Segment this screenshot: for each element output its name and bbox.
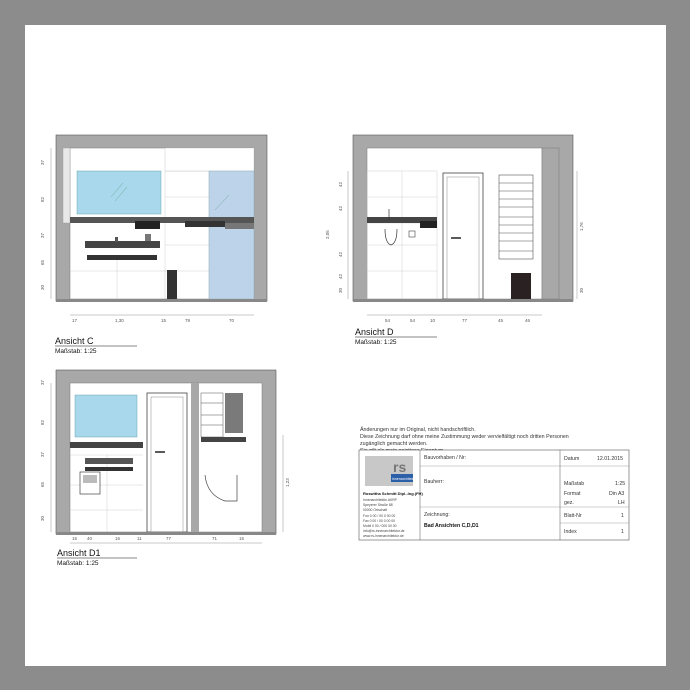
dim-d-l4: 42	[338, 251, 343, 257]
dim-c-b5: 70	[229, 318, 235, 323]
drawing-sheet	[25, 25, 666, 666]
value-datum: 12.01.2015	[597, 456, 623, 462]
niche-c	[135, 221, 160, 229]
dim-d1-b6: 71	[212, 536, 218, 541]
dim-d-l3: 2,05	[325, 230, 330, 239]
dim-c-l4: 65	[40, 259, 45, 265]
dim-d1-b5: 77	[166, 536, 172, 541]
label-blatt: Blatt-Nr	[564, 513, 582, 519]
firm-line-5: Fax 0 00 / 00 0 00 00	[363, 519, 396, 523]
label-bauherr: Bauherr:	[424, 479, 444, 485]
dim-c-b3: 15	[161, 318, 167, 323]
dim-c-l2: 82	[40, 196, 45, 202]
dim-d-l6: 30	[338, 287, 343, 293]
elevation-d1	[40, 370, 290, 567]
firm-line-4: Fon 0 00 / 00 0 00 00	[363, 514, 396, 518]
dim-c-b4: 79	[185, 318, 191, 323]
dim-d-b5: 45	[498, 318, 504, 323]
value-format: Din A3	[609, 491, 625, 497]
firm-line-6: Mobil 0 00 / 000 00 00	[363, 524, 397, 528]
washbasin-c	[85, 241, 160, 248]
dim-d-b1: 54	[385, 318, 391, 323]
logo-letters: rs	[393, 459, 407, 475]
view-title-d: Ansicht D	[355, 327, 394, 337]
dim-d1-l1: 37	[40, 379, 45, 385]
value-index: 1	[621, 529, 624, 535]
bin-c	[167, 270, 177, 299]
dim-d-r2: 30	[579, 287, 584, 293]
dim-c-l3: 37	[40, 232, 45, 238]
label-zeichnung: Zeichnung:	[424, 512, 450, 518]
upper-wall-c	[165, 148, 254, 171]
dim-c-l1: 37	[40, 159, 45, 165]
washbasin-d1	[85, 458, 133, 464]
drawing-canvas	[25, 25, 666, 666]
dim-d1-l5: 30	[40, 515, 45, 521]
note-line-1: Änderungen nur im Original, nicht handschriftlich.	[360, 427, 476, 433]
view-scale-d1: Maßstab: 1:25	[57, 560, 99, 567]
firm-line-1: Innenarchitektin AKRP	[363, 498, 397, 502]
elevation-c	[40, 135, 267, 355]
mirror-c	[77, 171, 161, 214]
label-bauvorhaben: Bauvorhaben / Nr:	[424, 455, 467, 461]
title-block	[359, 450, 629, 540]
view-title-c: Ansicht C	[55, 336, 94, 346]
view-scale-c: Maßstab: 1:25	[55, 348, 97, 355]
dim-d1-l2: 82	[40, 419, 45, 425]
dim-d1-b1: 15	[72, 536, 78, 541]
dim-d-b4: 77	[462, 318, 468, 323]
dim-d1-b3: 16	[115, 536, 121, 541]
firm-line-2: Speyerer Straße 88	[363, 503, 393, 507]
label-massstab: Maßstab	[564, 481, 585, 487]
dim-d-l5: 42	[338, 273, 343, 279]
glass-shower-panel-c	[209, 171, 254, 299]
dim-d1-l4: 65	[40, 481, 45, 487]
dim-d1-b2: 40	[87, 536, 93, 541]
view-title-d1: Ansicht D1	[57, 548, 101, 558]
dim-d-b2: 54	[410, 318, 416, 323]
dim-d1-l3: 37	[40, 451, 45, 457]
dim-d1-b4: 11	[137, 536, 142, 541]
dim-c-b2: 1,30	[115, 318, 124, 323]
label-format: Format	[564, 491, 581, 497]
door-d	[443, 173, 483, 299]
window-frame-c	[63, 148, 70, 223]
dim-d1-b7: 15	[239, 536, 245, 541]
value-zeichnung: Bad Ansichten C,D,D1	[424, 523, 479, 529]
laundry-basket-d	[511, 273, 531, 299]
firm-line-7: info@rs-innenarchitektur.de	[363, 529, 405, 533]
dim-d-l2: 42	[338, 205, 343, 211]
logo-text: innenarchitektur	[392, 477, 418, 481]
firm-line-8: www.rs-innenarchitektur.de	[363, 534, 404, 538]
elevation-d	[325, 135, 584, 346]
value-massstab: 1:25	[615, 481, 626, 487]
label-gez: gez.	[564, 500, 574, 506]
ledge-d1	[70, 442, 143, 448]
note-line-2: Diese Zeichnung darf ohne meine Zustimmung weder vervielfältigt noch dritten Personen	[360, 434, 569, 440]
mirror-d1	[75, 395, 137, 437]
dim-d-l1: 42	[338, 181, 343, 187]
label-datum: Datum	[564, 456, 580, 462]
label-index: Index	[564, 529, 577, 535]
view-scale-d: Maßstab: 1:25	[355, 339, 397, 346]
dim-d-b6: 46	[525, 318, 531, 323]
value-gez: LH	[618, 500, 625, 506]
dim-c-b1: 17	[72, 318, 78, 323]
dim-d-b3: 10	[430, 318, 436, 323]
firm-line-3: 00000 Ortschaft	[363, 508, 388, 512]
dim-d1-r1: 1,23	[285, 478, 290, 487]
door-d1	[147, 393, 187, 532]
ledge-c	[70, 217, 254, 223]
vanity-c	[87, 255, 157, 260]
value-blatt: 1	[621, 513, 624, 519]
dim-d-r1: 1,76	[579, 222, 584, 231]
note-line-3: zugänglich gemacht werden.	[360, 441, 428, 447]
dim-c-l5: 30	[40, 284, 45, 290]
firm-name: Roswitha Schmitt Dipl.-Ing.(FH)	[363, 491, 423, 496]
